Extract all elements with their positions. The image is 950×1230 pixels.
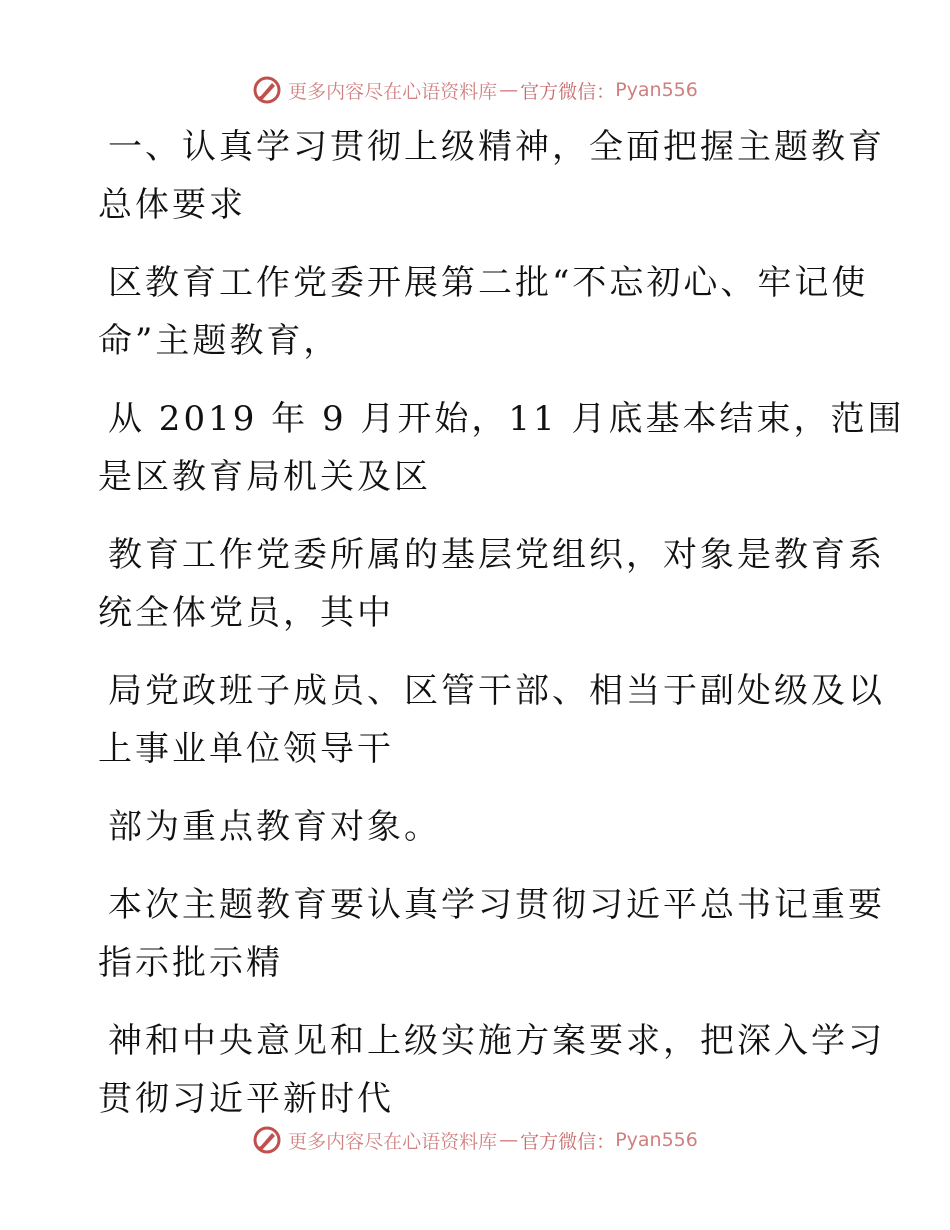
paragraph [98, 1012, 885, 1128]
paragraph-line: 区教育工作党委开展第二批“不忘初心、牢记使 [108, 263, 869, 303]
paragraph-line: 贯彻习近平新时代 [98, 1079, 394, 1119]
paragraph-heading [98, 118, 885, 234]
watermark-account: Pyan556 [615, 1129, 698, 1151]
paragraph-line: 神和中央意见和上级实施方案要求，把深入学习 [108, 1021, 885, 1061]
watermark-account: Pyan556 [615, 79, 698, 101]
watermark-separator: — [499, 79, 519, 101]
watermark-brand: 更多内容尽在心语资料库 [288, 1130, 498, 1153]
header-watermark [0, 70, 950, 110]
brand-logo-icon [252, 1125, 282, 1155]
paragraph [98, 876, 885, 992]
paragraph [98, 390, 905, 506]
footer-watermark [0, 1120, 950, 1160]
paragraph-line: 是区教育局机关及区 [98, 457, 431, 497]
watermark-separator: — [499, 1129, 519, 1151]
paragraph-line: 本次主题教育要认真学习贯彻习近平总书记重要 [108, 885, 885, 925]
paragraph-line: 局党政班子成员、区管干部、相当于副处级及以 [108, 671, 885, 711]
paragraph [98, 254, 869, 370]
watermark-brand: 更多内容尽在心语资料库 [288, 80, 498, 103]
paragraph-line: 统全体党员，其中 [98, 593, 394, 633]
document-body [98, 118, 905, 1148]
watermark-label: 官方微信： [520, 80, 616, 103]
brand-logo-icon [252, 75, 282, 105]
paragraph-line: 教育工作党委所属的基层党组织，对象是教育系 [108, 535, 885, 575]
paragraph [98, 526, 885, 642]
watermark-label: 官方微信： [520, 1130, 616, 1153]
paragraph-line: 上事业单位领导干 [98, 729, 394, 769]
paragraph-line: 一、认真学习贯彻上级精神，全面把握主题教育 [108, 127, 885, 167]
paragraph-line: 命”主题教育， [98, 321, 341, 361]
paragraph-line: 总体要求 [98, 185, 246, 225]
paragraph-line: 指示批示精 [98, 943, 283, 983]
paragraph-line: 部为重点教育对象。 [108, 807, 441, 847]
paragraph-line: 从 2019 年 9 月开始，11 月底基本结束，范围 [108, 399, 905, 439]
paragraph [98, 662, 885, 778]
paragraph [98, 798, 838, 856]
